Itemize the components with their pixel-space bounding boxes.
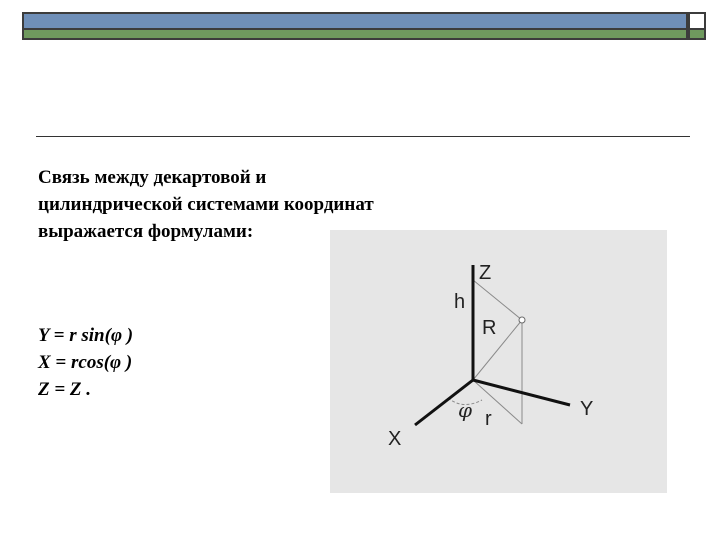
- formula-z: Z = Z .: [38, 379, 92, 400]
- y-axis-label: Y: [580, 398, 594, 420]
- height-label: h: [454, 291, 466, 313]
- title-divider: [36, 136, 690, 137]
- header-band-top: [22, 12, 688, 30]
- x-axis-label: X: [388, 428, 402, 450]
- figure-background: [330, 230, 667, 493]
- formulas-block: [38, 322, 238, 403]
- formula-x: X = rcos(φ ): [38, 352, 133, 373]
- radius-vector-label: R: [482, 317, 497, 339]
- header-band-end-bottom: [688, 30, 706, 40]
- figure-svg: [330, 230, 667, 493]
- intro-line-3: выражается формулами:: [38, 221, 254, 242]
- z-axis-label: Z: [479, 262, 492, 284]
- point-marker: [519, 317, 525, 323]
- intro-line-1: Связь между декартовой и: [38, 167, 267, 188]
- radius-label: r: [485, 408, 492, 430]
- header-band-bottom: [22, 30, 688, 40]
- formula-y: Y = r sin(φ ): [38, 325, 134, 346]
- angle-label: φ: [458, 398, 473, 422]
- intro-line-2: цилиндрической системами координат: [38, 194, 374, 215]
- header-band-end-top: [688, 12, 706, 30]
- cylindrical-coordinates-figure: [330, 230, 667, 493]
